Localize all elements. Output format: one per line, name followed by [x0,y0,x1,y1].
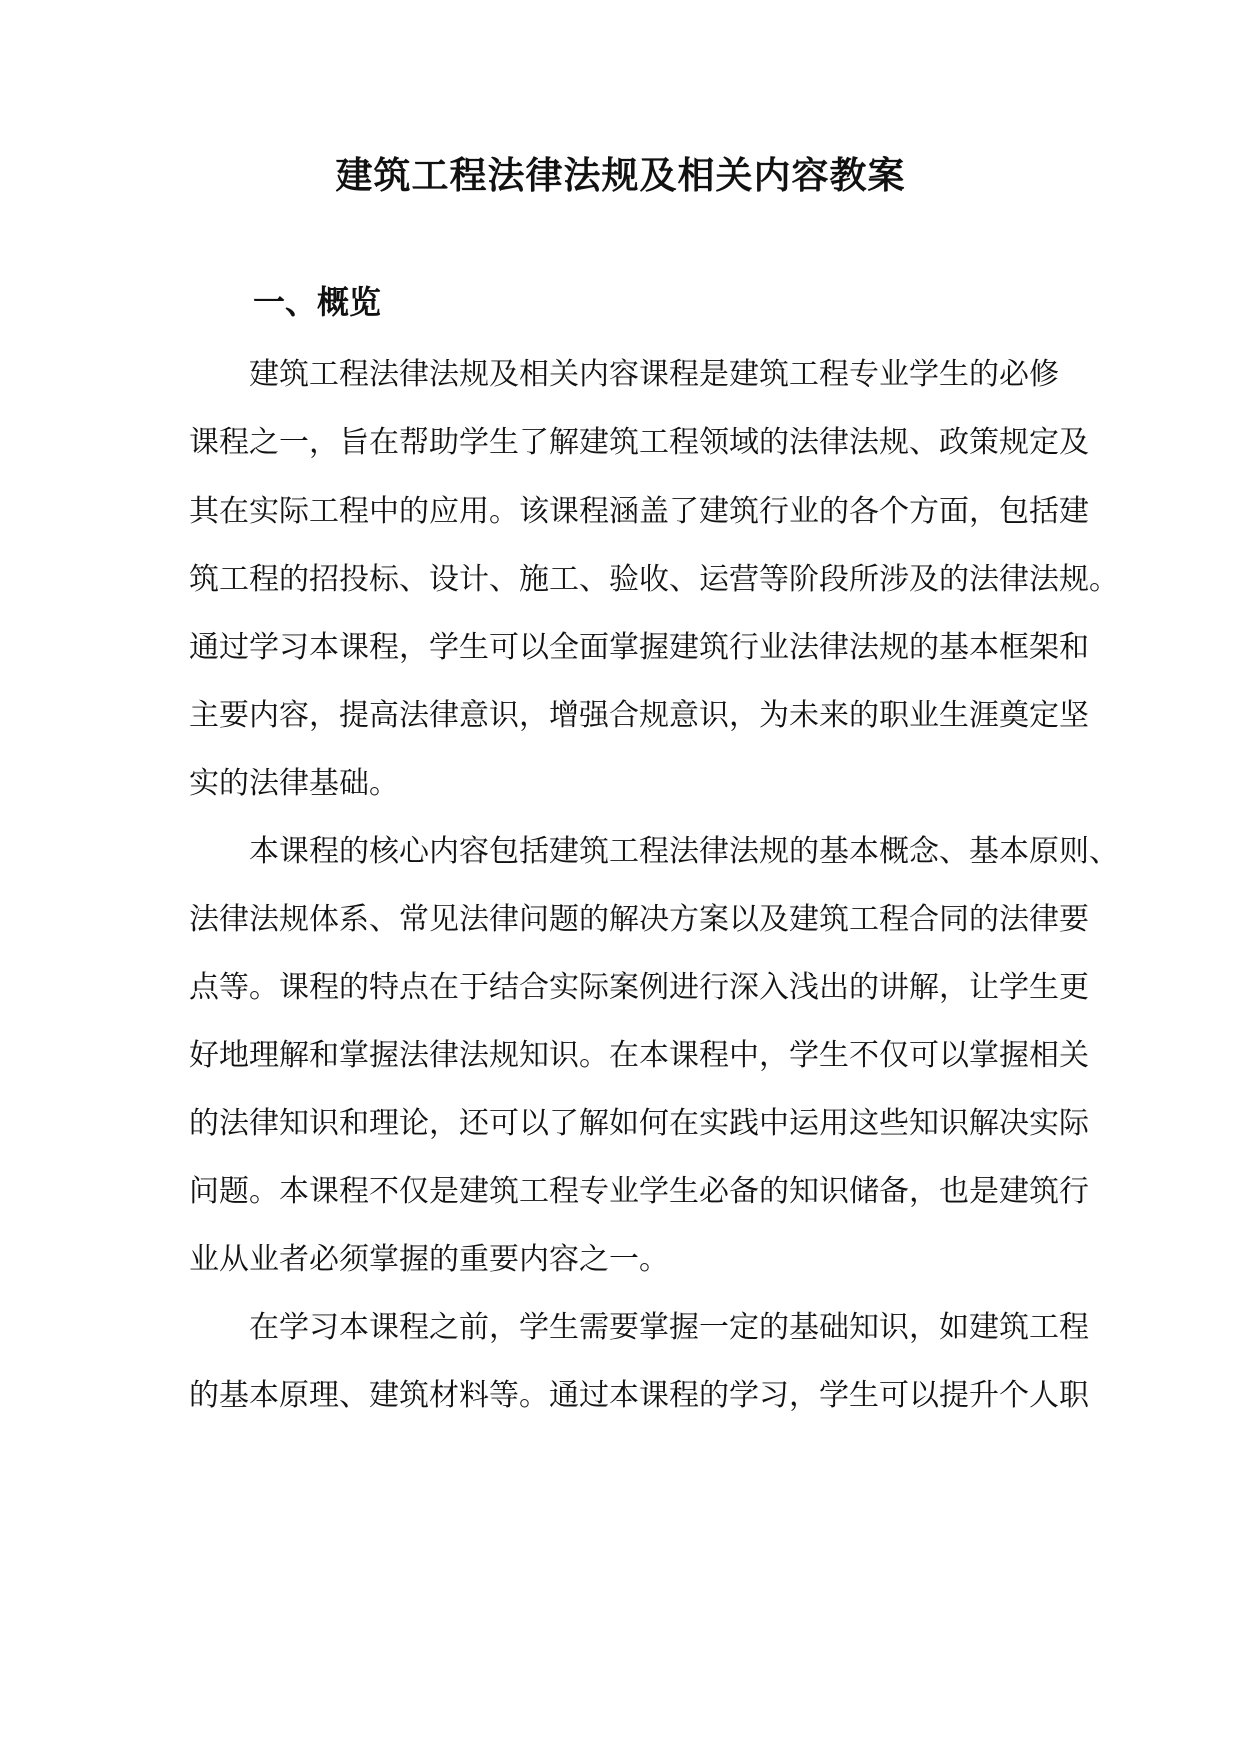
paragraph-2-line-4: 好地理解和掌握法律法规知识。在本课程中，学生不仅可以掌握相关 [189,1038,1089,1073]
paragraph-2-line-5: 的法律知识和理论，还可以了解如何在实践中运用这些知识解决实际 [189,1106,1089,1141]
paragraph-2-line-7: 业从业者必须掌握的重要内容之一。 [189,1242,669,1277]
paragraph-1-line-2: 课程之一，旨在帮助学生了解建筑工程领域的法律法规、政策规定及 [189,425,1089,460]
paragraph-1-line-3: 其在实际工程中的应用。该课程涵盖了建筑行业的各个方面，包括建 [189,494,1089,529]
paragraph-2-line-2: 法律法规体系、常见法律问题的解决方案以及建筑工程合同的法律要 [189,902,1089,937]
paragraph-2-line-1: 本课程的核心内容包括建筑工程法律法规的基本概念、基本原则、 [249,834,1119,869]
paragraph-1-line-7: 实的法律基础。 [189,766,399,801]
paragraph-3-line-2: 的基本原理、建筑材料等。通过本课程的学习，学生可以提升个人职 [189,1378,1089,1413]
paragraph-1-line-6: 主要内容，提高法律意识，增强合规意识，为未来的职业生涯奠定坚 [189,698,1089,733]
paragraph-3-line-1: 在学习本课程之前，学生需要掌握一定的基础知识，如建筑工程 [249,1310,1089,1345]
paragraph-1-line-5: 通过学习本课程，学生可以全面掌握建筑行业法律法规的基本框架和 [189,630,1089,665]
section-heading-overview: 一、概览 [253,283,382,321]
document-title: 建筑工程法律法规及相关内容教案 [335,153,906,197]
paragraph-2-line-6: 问题。本课程不仅是建筑工程专业学生必备的知识储备，也是建筑行 [189,1174,1089,1209]
paragraph-2-line-3: 点等。课程的特点在于结合实际案例进行深入浅出的讲解，让学生更 [189,970,1089,1005]
paragraph-1-line-4: 筑工程的招投标、设计、施工、验收、运营等阶段所涉及的法律法规。 [189,562,1119,597]
paragraph-1-line-1: 建筑工程法律法规及相关内容课程是建筑工程专业学生的必修 [249,357,1059,392]
